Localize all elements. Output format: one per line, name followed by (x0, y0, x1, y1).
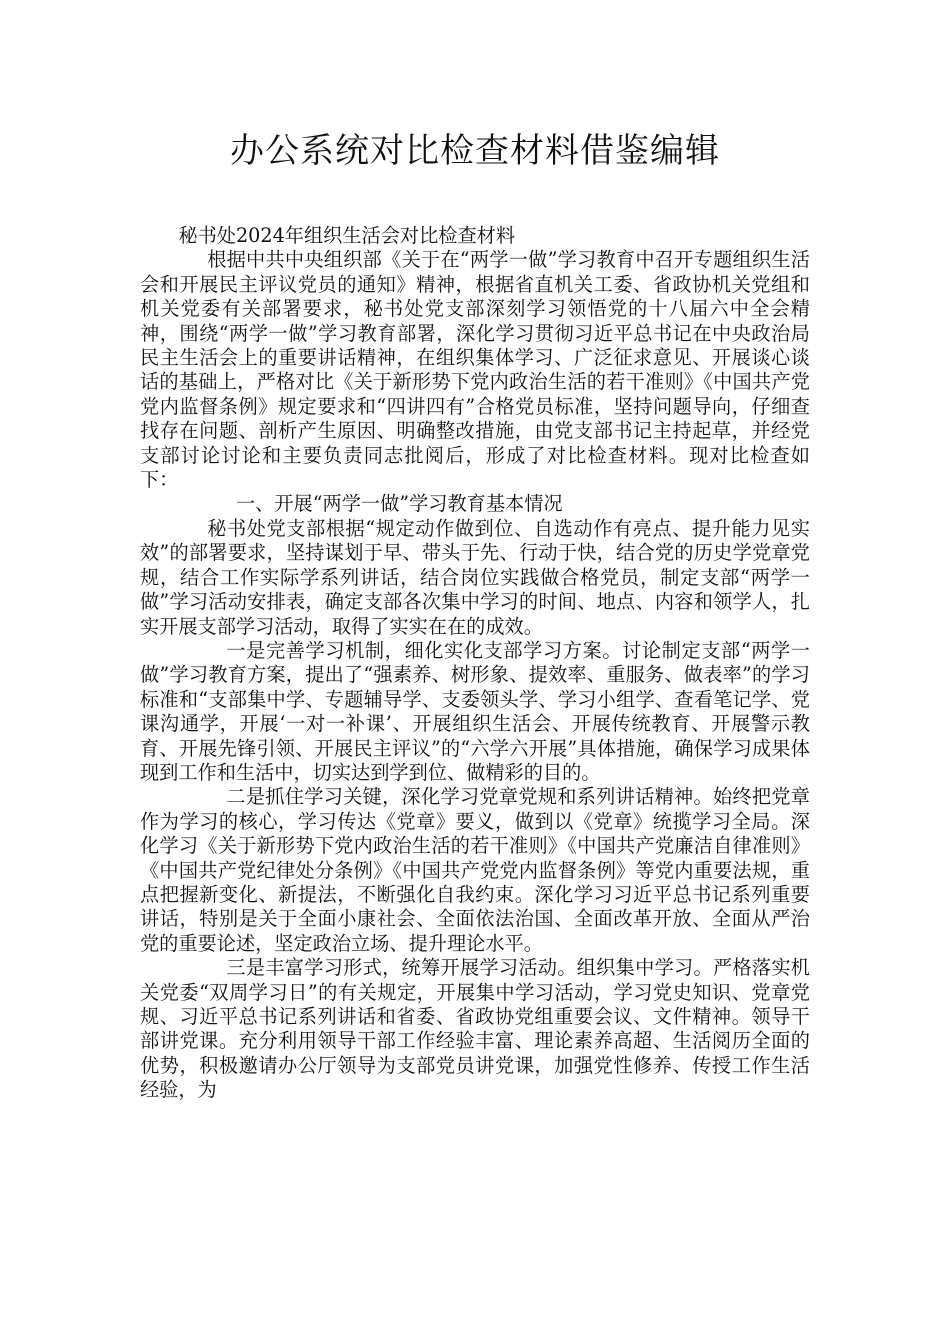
paragraph-point2: 二是抓住学习关键，深化学习党章党规和系列讲话精神。始终把党章作为学习的核心，学习传达《党章》要义，做到以《党章》统揽学习全局。深化学习《关于新形势下党内政治生活的若干准则》《中国共产党廉洁自律准则》《中国共产党纪律处分条例》《中国共产党党内监督条例》等党内重要法规，重点把握新变化、新提法，不断强化自我约束。深化学习习近平总书记系列重要讲话，特别是关于全面小康社会、全面依法治国、全面改革开放、全面从严治党的重要论述，坚定政治立场、提升理论水平。 (140, 785, 810, 955)
paragraph-point3: 三是丰富学习形式，统筹开展学习活动。组织集中学习。严格落实机关党委“双周学习日”的有关规定，开展集中学习活动，学习党史知识、党章党规、习近平总书记系列讲话和省委、省政协党组重要会议、文件精神。领导干部讲党课。充分利用领导干部工作经验丰富、理论素养高超、生活阅历全面的优势，积极邀请办公厅领导为支部党员讲党课，加强党性修养、传授工作生活经验，为 (140, 956, 810, 1102)
paragraph-intro: 根据中共中央组织部《关于在“两学一做”学习教育中召开专题组织生活会和开展民主评议党员的通知》精神，根据省直机关工委、省政协机关党组和机关党委有关部署要求，秘书处党支部深刻学习领悟党的十八届六中全会精神，围绕“两学一做”学习教育部署，深化学习贯彻习近平总书记在中央政治局民主生活会上的重要讲话精神，在组织集体学习、广泛征求意见、开展谈心谈话的基础上，严格对比《关于新形势下党内政治生活的若干准则》《中国共产党党内监督条例》规定要求和“四讲四有”合格党员标准，坚持问题导向，仔细查找存在问题、剖析产生原因、明确整改措施，由党支部书记主持起草，并经党支部讨论讨论和主要负责同志批阅后，形成了对比检查材料。现对比检查如下： (140, 248, 810, 492)
document-title: 办公系统对比检查材料借鉴编辑 (230, 131, 720, 171)
document-subtitle: 秘书处2024年组织生活会对比检查材料 (178, 224, 516, 247)
paragraph-section1: 秘书处党支部根据“规定动作做到位、自选动作有亮点、提升能力见实效”的部署要求，坚持谋划于早、带头于先、行动于快，结合党的历史学党章党规，结合工作实际学系列讲话，结合岗位实践做合格党员，制定支部“两学一做”学习活动安排表，确定支部各次集中学习的时间、地点、内容和领学人，扎实开展支部学习活动，取得了实实在在的成效。 (140, 516, 810, 638)
paragraph-point1: 一是完善学习机制，细化实化支部学习方案。讨论制定支部“两学一做”学习教育方案，提出了“强素养、树形象、提效率、重服务、做表率”的学习标准和“支部集中学、专题辅导学、支委领头学、学习小组学、查看笔记学、党课沟通学，开展‘一对一补课’、开展组织生活会、开展传统教育、开展警示教育、开展先锋引领、开展民主评议”的“六学六开展”具体措施，确保学习成果体现到工作和生活中，切实达到学到位、做精彩的目的。 (140, 638, 810, 784)
section-heading-1: 一、开展“两学一做”学习教育基本情况 (236, 492, 563, 516)
document-body (140, 224, 810, 1103)
